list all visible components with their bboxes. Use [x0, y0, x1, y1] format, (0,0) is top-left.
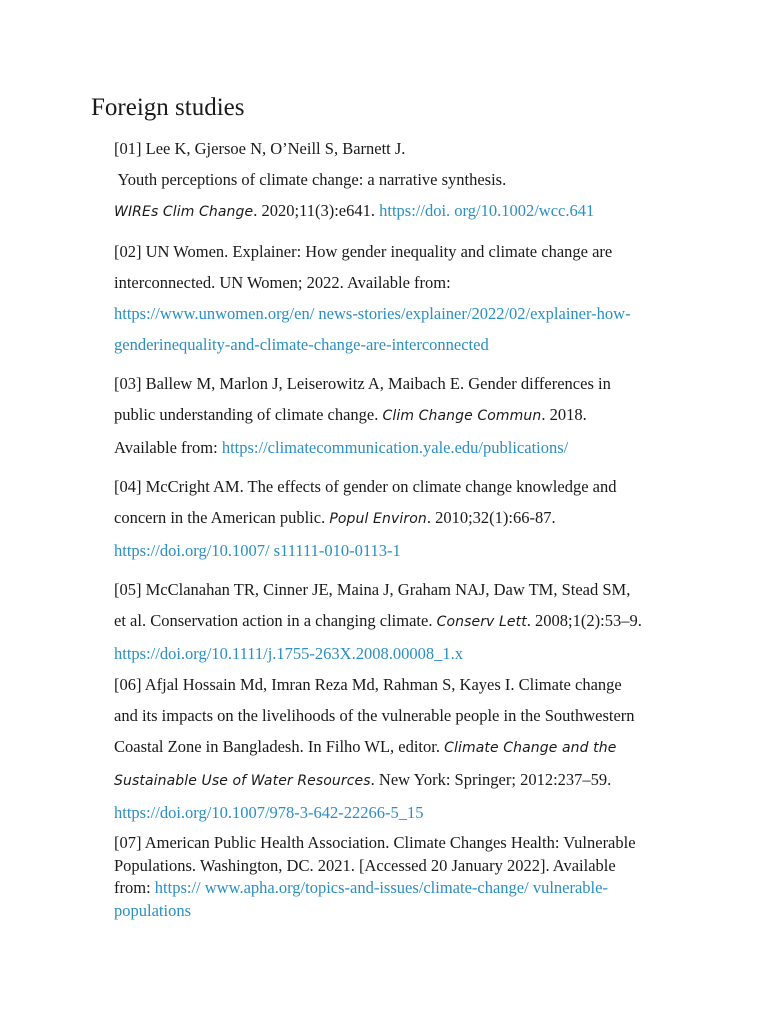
- reference-06: [114, 669, 674, 828]
- ref-07-url-link-part-2[interactable]: populations: [114, 900, 191, 920]
- ref-06-line-2: and its impacts on the livelihoods of the vulnerable people in the Southwestern: [114, 706, 635, 725]
- ref-03-year: . 2018.: [541, 405, 587, 424]
- ref-01-doi-link[interactable]: https://doi. org/10.1002/wcc.641: [379, 201, 595, 220]
- reference-05: [114, 574, 674, 669]
- ref-05-doi-link[interactable]: https://doi.org/10.1111/j.1755-263X.2008.00008_1.x: [114, 644, 463, 663]
- section-heading: Foreign studies: [91, 94, 245, 121]
- ref-07-line-2: Populations. Washington, DC. 2021. [Accessed 20 January 2022]. Available: [114, 855, 616, 875]
- ref-04-journal: Popul Environ: [329, 511, 427, 527]
- ref-07-line-3: [114, 877, 674, 900]
- reference-list: [114, 133, 674, 922]
- ref-04-doi-link[interactable]: https://doi.org/10.1007/ s11111-010-0113-1: [114, 541, 401, 560]
- ref-03-line-1: [03] Ballew M, Marlon J, Leiserowitz A, Maibach E. Gender differences in: [114, 374, 611, 393]
- ref-03-line-3: [114, 432, 674, 463]
- ref-06-book-title-2: Sustainable Use of Water Resources: [114, 773, 371, 789]
- ref-03-url-link[interactable]: https://climatecommunication.yale.edu/publications/: [221, 438, 569, 457]
- reference-02: [114, 236, 674, 360]
- ref-06-line-4: [114, 764, 674, 797]
- ref-01-citation: [114, 195, 674, 228]
- ref-05-journal: Conserv Lett: [436, 614, 527, 630]
- ref-01-title: Youth perceptions of climate change: a narrative synthesis.: [114, 170, 507, 189]
- ref-06-chapter: Coastal Zone in Bangladesh. In Filho WL, editor.: [114, 737, 445, 756]
- ref-04-line-2: [114, 502, 674, 535]
- ref-06-doi-link[interactable]: https://doi.org/10.1007/978-3-642-22266-5_15: [114, 803, 424, 822]
- ref-04-line-1: [04] McCright AM. The effects of gender on climate change knowledge and: [114, 477, 617, 496]
- ref-06-line-1: [06] Afjal Hossain Md, Imran Reza Md, Rahman S, Kayes I. Climate change: [114, 675, 622, 694]
- ref-03-title-end: public understanding of climate change.: [114, 405, 383, 424]
- ref-06-publisher: . New York: Springer; 2012:237–59.: [370, 770, 612, 789]
- ref-03-journal: Clim Change Commun: [382, 408, 542, 424]
- reference-01: [114, 133, 674, 228]
- ref-02-url-link-part-1[interactable]: https://www.unwomen.org/en/ news-stories/explainer/2022/02/explainer-how-: [114, 304, 631, 323]
- reference-04: [114, 471, 674, 566]
- ref-02-line-2: interconnected. UN Women; 2022. Available from:: [114, 273, 451, 292]
- reference-07: [114, 832, 674, 922]
- ref-06-line-3: [114, 731, 674, 764]
- ref-05-line-1: [05] McClanahan TR, Cinner JE, Maina J, Graham NAJ, Daw TM, Stead SM,: [114, 580, 631, 599]
- ref-07-from-label: from:: [114, 878, 155, 897]
- ref-05-title: et al. Conservation action in a changing climate.: [114, 611, 437, 630]
- ref-02-line-1: [02] UN Women. Explainer: How gender inequality and climate change are: [114, 242, 613, 261]
- ref-07-url-link-part-1[interactable]: https:// www.apha.org/topics-and-issues/climate-change/ vulnerable-: [154, 878, 608, 897]
- ref-05-line-2: [114, 605, 674, 638]
- ref-05-volume: . 2008;1(2):53–9.: [526, 611, 642, 630]
- ref-07-line-1: [07] American Public Health Association. Climate Changes Health: Vulnerable: [114, 833, 636, 852]
- ref-03-available-label: Available from:: [114, 438, 222, 457]
- ref-01-journal: WIREs Clim Change: [114, 204, 254, 220]
- ref-01-authors: [01] Lee K, Gjersoe N, O’Neill S, Barnett J.: [114, 139, 406, 158]
- reference-03: [114, 368, 674, 463]
- ref-06-book-title-1: Climate Change and the: [444, 740, 617, 756]
- ref-04-volume: . 2010;32(1):66-87.: [426, 508, 556, 527]
- ref-03-line-2: [114, 399, 674, 432]
- ref-04-title-end: concern in the American public.: [114, 508, 330, 527]
- ref-02-url-link-part-2[interactable]: genderinequality-and-climate-change-are-interconnected: [114, 335, 489, 354]
- ref-01-volume: . 2020;11(3):e641.: [253, 201, 380, 220]
